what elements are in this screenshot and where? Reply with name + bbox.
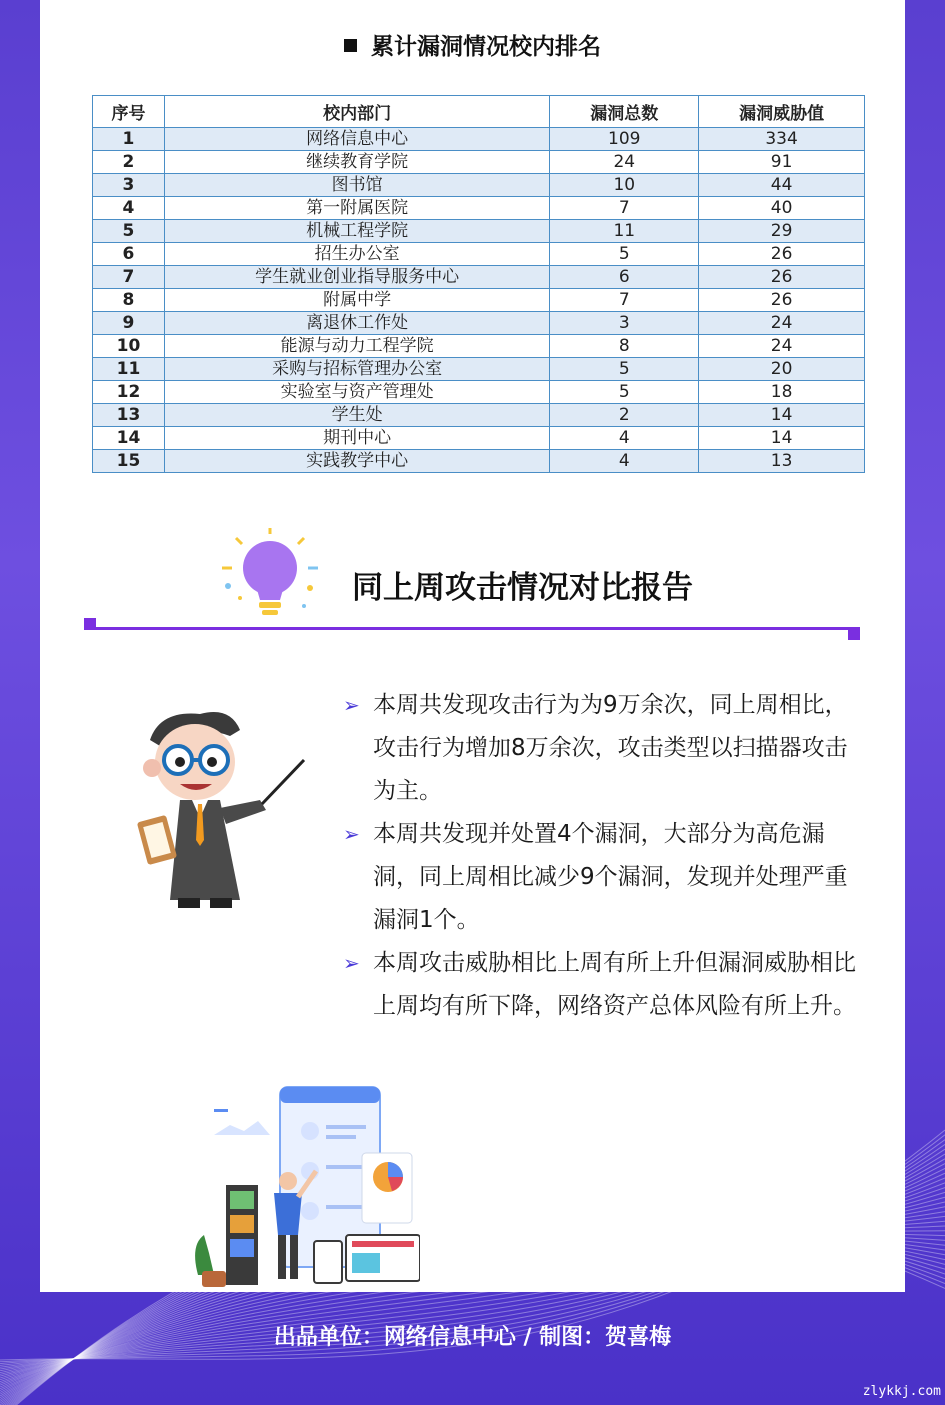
cell-threat-value: 26 [699,243,865,266]
cell-threat-value: 24 [699,335,865,358]
cell-threat-value: 18 [699,381,865,404]
cell-vuln-count: 5 [550,381,699,404]
ranking-header-row [93,96,865,128]
cell-department: 学生就业创业指导服务中心 [164,266,549,289]
table-row [93,404,865,427]
report-bullet-item [343,813,868,942]
cell-department: 能源与动力工程学院 [164,335,549,358]
ranking-section-title [40,28,905,61]
report-title: 同上周攻击情况对比报告 [352,570,693,606]
table-row [93,243,865,266]
cell-department: 实践教学中心 [164,450,549,473]
cell-threat-value: 91 [699,151,865,174]
cell-vuln-count: 10 [550,174,699,197]
ranking-title-text: 累计漏洞情况校内排名 [371,34,601,60]
content-panel [40,0,905,1292]
cell-index: 7 [93,266,165,289]
lightbulb-icon [212,528,322,628]
bullet-arrow-icon: ➢ [343,822,360,846]
footer-credit: 出品单位：网络信息中心 / 制图：贺喜梅 [273,1325,672,1350]
cell-vuln-count: 2 [550,404,699,427]
cell-threat-value: 20 [699,358,865,381]
header-vuln-count: 漏洞总数 [550,96,699,128]
cell-threat-value: 44 [699,174,865,197]
cell-threat-value: 29 [699,220,865,243]
table-row [93,335,865,358]
cell-vuln-count: 7 [550,289,699,312]
bullet-arrow-icon: ➢ [343,951,360,975]
cell-index: 3 [93,174,165,197]
table-row [93,128,865,151]
cell-vuln-count: 6 [550,266,699,289]
bullet-text: 本周共发现攻击行为为9万余次，同上周相比，攻击行为增加8万余次，攻击类型以扫描器攻击为主。 [373,692,848,804]
cell-department: 期刊中心 [164,427,549,450]
table-row [93,450,865,473]
table-row [93,427,865,450]
cell-index: 5 [93,220,165,243]
table-row [93,174,865,197]
header-threat-value: 漏洞威胁值 [699,96,865,128]
watermark: zlykkj.com [862,1384,941,1399]
cell-vuln-count: 5 [550,243,699,266]
cell-vuln-count: 5 [550,358,699,381]
header-department: 校内部门 [164,96,549,128]
cell-threat-value: 24 [699,312,865,335]
table-row [93,312,865,335]
report-bullet-list [343,684,868,1028]
report-bullet-item [343,684,868,813]
cell-vuln-count: 3 [550,312,699,335]
cell-index: 6 [93,243,165,266]
table-row [93,289,865,312]
cell-department: 招生办公室 [164,243,549,266]
cell-department: 网络信息中心 [164,128,549,151]
table-row [93,151,865,174]
cell-index: 9 [93,312,165,335]
table-row [93,358,865,381]
divider-dot-right [848,628,860,640]
cell-vuln-count: 7 [550,197,699,220]
table-row [93,266,865,289]
cell-index: 1 [93,128,165,151]
cell-department: 离退休工作处 [164,312,549,335]
cell-index: 14 [93,427,165,450]
ranking-table [92,95,865,473]
cell-department: 第一附属医院 [164,197,549,220]
cell-threat-value: 13 [699,450,865,473]
bullet-text: 本周攻击威胁相比上周有所上升但漏洞威胁相比上周均有所下降，网络资产总体风险有所上升。 [373,950,856,1019]
cell-vuln-count: 24 [550,151,699,174]
report-bullet-item [343,942,868,1028]
cell-threat-value: 334 [699,128,865,151]
table-row [93,197,865,220]
cell-vuln-count: 8 [550,335,699,358]
cell-index: 4 [93,197,165,220]
analyst-illustration [170,1085,420,1290]
square-bullet-icon [344,39,357,52]
cell-vuln-count: 11 [550,220,699,243]
table-row [93,381,865,404]
cell-department: 采购与招标管理办公室 [164,358,549,381]
header-index: 序号 [93,96,165,128]
cell-department: 学生处 [164,404,549,427]
cell-department: 图书馆 [164,174,549,197]
cell-index: 11 [93,358,165,381]
table-row [93,220,865,243]
section-divider [84,627,860,630]
cell-threat-value: 14 [699,427,865,450]
cell-index: 15 [93,450,165,473]
cell-vuln-count: 109 [550,128,699,151]
cell-threat-value: 26 [699,266,865,289]
cell-threat-value: 26 [699,289,865,312]
bullet-arrow-icon: ➢ [343,693,360,717]
cell-threat-value: 40 [699,197,865,220]
cell-department: 实验室与资产管理处 [164,381,549,404]
cell-vuln-count: 4 [550,450,699,473]
cell-index: 10 [93,335,165,358]
cell-threat-value: 14 [699,404,865,427]
teacher-illustration [130,700,310,915]
bullet-text: 本周共发现并处置4个漏洞，大部分为高危漏洞，同上周相比减少9个漏洞，发现并处理严重漏洞1个。 [373,821,848,933]
cell-vuln-count: 4 [550,427,699,450]
cell-index: 13 [93,404,165,427]
cell-index: 8 [93,289,165,312]
cell-department: 继续教育学院 [164,151,549,174]
cell-index: 2 [93,151,165,174]
cell-department: 机械工程学院 [164,220,549,243]
cell-index: 12 [93,381,165,404]
cell-department: 附属中学 [164,289,549,312]
